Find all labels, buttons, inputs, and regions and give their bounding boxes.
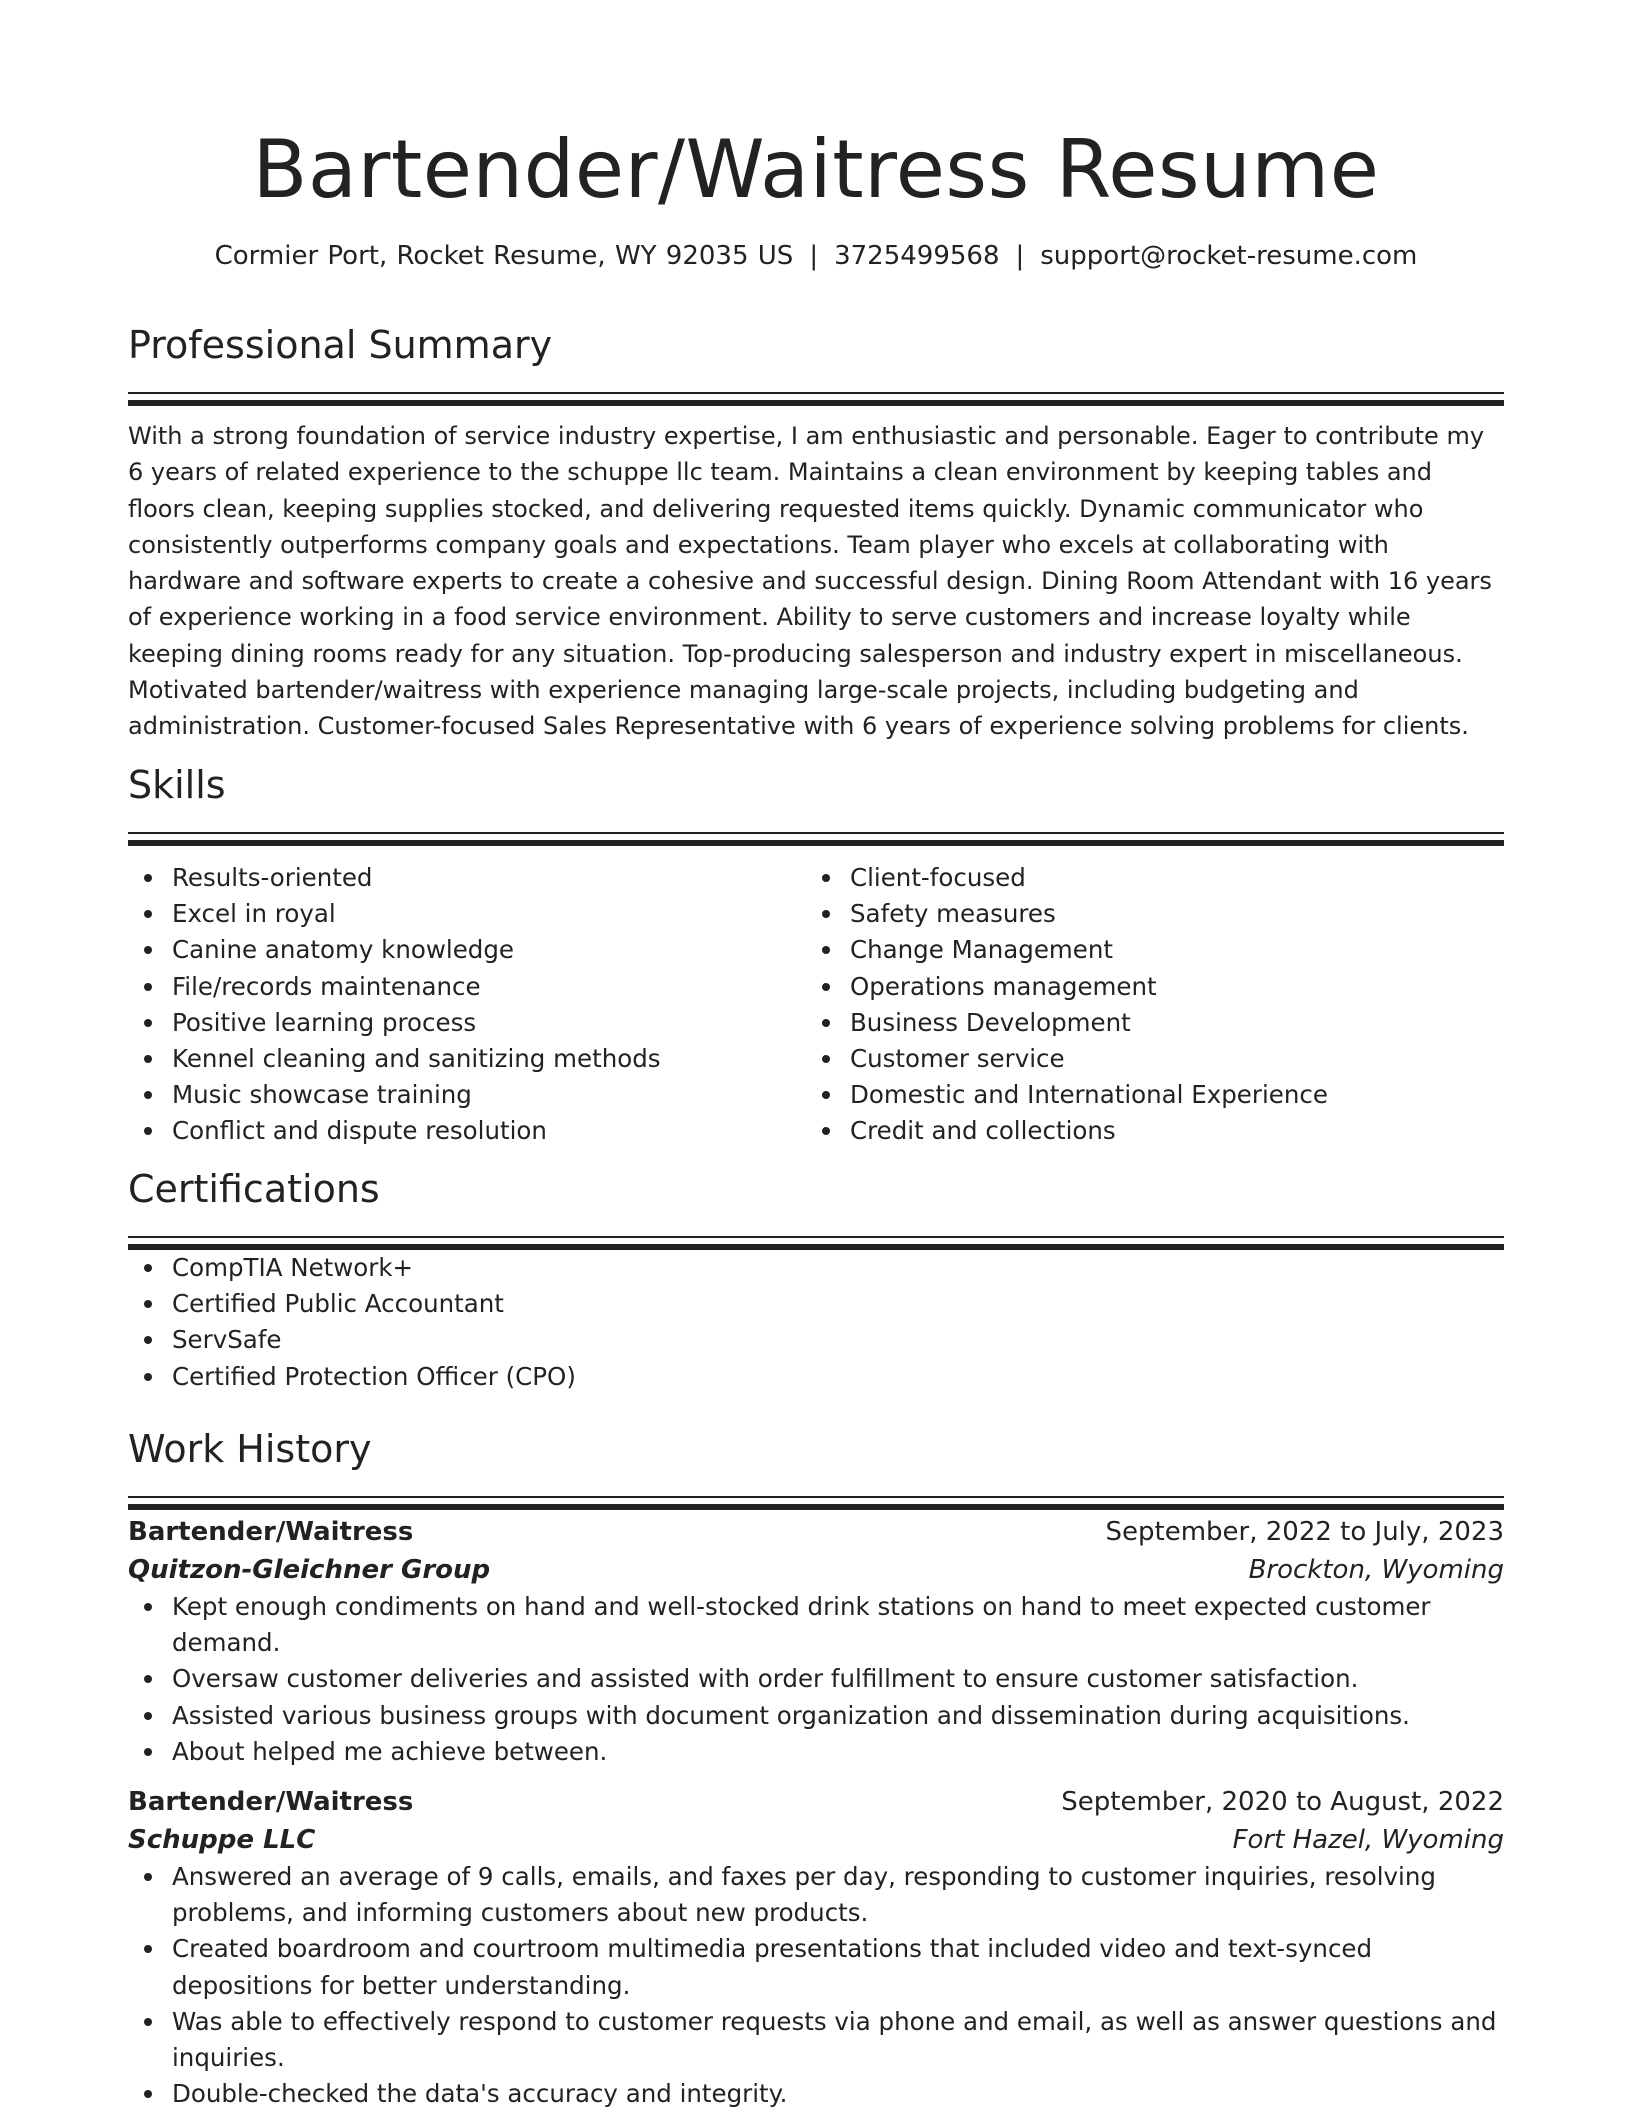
job-dates: September, 2020 to August, 2022: [1061, 1787, 1504, 1817]
section-divider-thick: [128, 840, 1504, 846]
certification-item: CompTIA Network+: [128, 1250, 1504, 1286]
certification-item: Certified Public Accountant: [128, 1286, 1504, 1322]
skill-item: Credit and collections: [806, 1113, 1484, 1149]
section-divider: [128, 1496, 1504, 1498]
job-title: Bartender/Waitress: [128, 1787, 414, 1817]
job-bullet-list: [128, 1589, 1504, 1770]
skill-item: Business Development: [806, 1005, 1484, 1041]
work-history-section: [128, 1424, 1504, 1510]
skill-item: Excel in royal: [128, 896, 806, 932]
job-subheader-row: [128, 1821, 1504, 1859]
contact-address: Cormier Port, Rocket Resume, WY 92035 US: [214, 241, 794, 271]
job-company: Schuppe LLC: [128, 1825, 316, 1855]
skill-item: Conflict and dispute resolution: [128, 1113, 806, 1149]
job-location: Fort Hazel, Wyoming: [1232, 1825, 1504, 1855]
job-bullet: Assisted various business groups with document organization and dissemination during acquisitions.: [128, 1698, 1504, 1734]
skill-item: Domestic and International Experience: [806, 1077, 1484, 1113]
section-heading: Professional Summary: [128, 323, 553, 367]
certification-item: Certified Protection Officer (CPO): [128, 1359, 1504, 1395]
summary-section: [128, 320, 1504, 745]
summary-text: With a strong foundation of service industry expertise, I am enthusiastic and personable. Eager to contribute my 6 years of related experience to the schuppe llc team. Maintains a clean environment by keeping tables and floors clean, keeping supplies stocked, and delivering requested items quickly. Dynamic communicator who consistently outperforms company goals and expectations. Team player who excels at collaborating with hardware and software experts to create a cohesive and successful design. Dining Room Attendant with 16 years of experience working in a food service environment. Ability to serve customers and increase loyalty while keeping dining rooms ready for any situation. Top-producing salesperson and industry expert in miscellaneous. Motivated bartender/waitress with experience managing large-scale projects, including budgeting and administration. Customer-focused Sales Representative with 6 years of experience solving problems for clients.: [128, 422, 1492, 741]
section-heading: Certifications: [128, 1167, 380, 1211]
job-bullet: Oversaw customer deliveries and assisted with order fulfillment to ensure customer satisfaction.: [128, 1661, 1504, 1697]
skills-section: [128, 760, 1504, 1150]
job-header-row: [128, 1783, 1504, 1821]
skill-item: Positive learning process: [128, 1005, 806, 1041]
contact-phone: 3725499568: [834, 241, 1000, 271]
job-company: Quitzon-Gleichner Group: [128, 1555, 491, 1585]
skill-item: Client-focused: [806, 860, 1484, 896]
skill-item: File/records maintenance: [128, 969, 806, 1005]
job-dates: September, 2022 to July, 2023: [1105, 1517, 1504, 1547]
job-entry: [128, 1513, 1504, 1770]
contact-line: [128, 238, 1504, 274]
section-divider-thick: [128, 400, 1504, 406]
job-bullet-list: [128, 1859, 1504, 2112]
job-bullet: Created boardroom and courtroom multimedia presentations that included video and text-synced depositions for better understanding.: [128, 1931, 1504, 2003]
job-entry: [128, 1783, 1504, 2112]
contact-email: support@rocket-resume.com: [1040, 241, 1418, 271]
section-heading: Work History: [128, 1427, 372, 1471]
skills-grid: [128, 860, 1504, 1150]
skill-item: Music showcase training: [128, 1077, 806, 1113]
skill-item: Safety measures: [806, 896, 1484, 932]
job-bullet: Answered an average of 9 calls, emails, and faxes per day, responding to customer inquiries, resolving problems, and informing customers about new products.: [128, 1859, 1504, 1931]
certification-item: ServSafe: [128, 1322, 1504, 1358]
skill-item: Kennel cleaning and sanitizing methods: [128, 1041, 806, 1077]
skill-item: Operations management: [806, 969, 1484, 1005]
contact-separator: |: [1015, 241, 1025, 271]
section-divider: [128, 392, 1504, 394]
skill-item: Customer service: [806, 1041, 1484, 1077]
section-divider: [128, 1236, 1504, 1238]
job-bullet: About helped me achieve between.: [128, 1734, 1504, 1770]
contact-separator: |: [809, 241, 819, 271]
job-bullet: Was able to effectively respond to customer requests via phone and email, as well as answer questions and inquiries.: [128, 2004, 1504, 2076]
job-location: Brockton, Wyoming: [1248, 1555, 1504, 1585]
skills-list-right: [806, 860, 1484, 1150]
section-divider: [128, 832, 1504, 834]
skills-list-left: [128, 860, 806, 1150]
job-subheader-row: [128, 1551, 1504, 1589]
section-heading: Skills: [128, 763, 226, 807]
job-bullet: Kept enough condiments on hand and well-stocked drink stations on hand to meet expected customer demand.: [128, 1589, 1504, 1661]
job-bullet: Double-checked the data's accuracy and integrity.: [128, 2076, 1504, 2112]
certifications-list: [128, 1250, 1504, 1395]
section-divider-thick: [128, 1504, 1504, 1510]
certifications-section: [128, 1164, 1504, 1395]
resume-title: Bartender/Waitress Resume: [252, 123, 1380, 216]
skill-item: Results-oriented: [128, 860, 806, 896]
job-header-row: [128, 1513, 1504, 1551]
skill-item: Canine anatomy knowledge: [128, 932, 806, 968]
skill-item: Change Management: [806, 932, 1484, 968]
job-title: Bartender/Waitress: [128, 1517, 414, 1547]
